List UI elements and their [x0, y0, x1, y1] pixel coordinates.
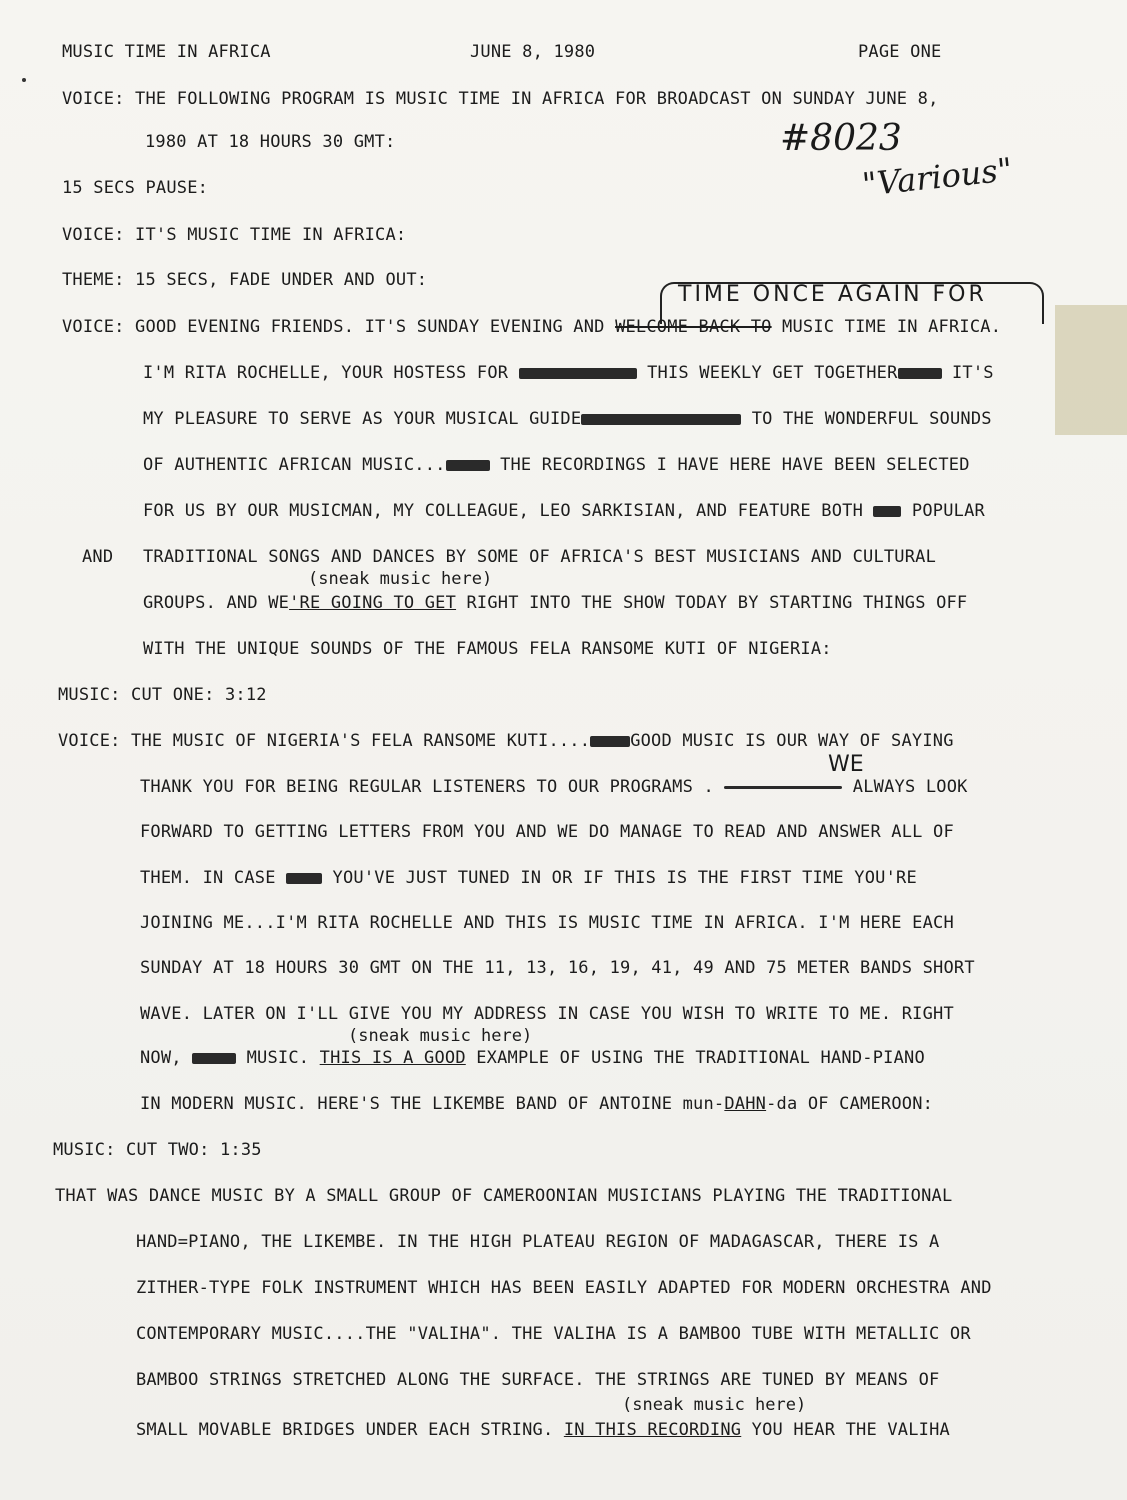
header-page: PAGE ONE [858, 42, 942, 62]
line-thank-you [140, 777, 968, 797]
text-segment: EXAMPLE OF USING THE TRADITIONAL HAND-PIANO [465, 1048, 925, 1068]
text-segment: GROUPS. AND WE [143, 593, 290, 613]
text-segment: THEM. IN CASE [140, 868, 276, 888]
text-segment: GOOD MUSIC IS OUR WAY OF SAYING [630, 731, 954, 751]
underlined-text: 'RE GOING TO GET [289, 593, 457, 613]
underlined-text: IN THIS RECORDING [563, 1420, 742, 1440]
line-wave: WAVE. LATER ON I'LL GIVE YOU MY ADDRESS IN CASE YOU WISH TO WRITE TO ME. RIGHT [140, 1004, 954, 1024]
line-bamboo: BAMBOO STRINGS STRETCHED ALONG THE SURFACE. THE STRINGS ARE TUNED BY MEANS OF [136, 1370, 940, 1390]
line-forward: FORWARD TO GETTING LETTERS FROM YOU AND WE DO MANAGE TO READ AND ANSWER ALL OF [140, 822, 954, 842]
line-hostess [143, 363, 994, 383]
redaction-mark [286, 873, 322, 884]
sneak-note: (sneak music here) [308, 569, 493, 589]
line-voice-intro: VOICE: THE FOLLOWING PROGRAM IS MUSIC TIME IN AFRICA FOR BROADCAST ON SUNDAY JUNE 8, [62, 89, 939, 109]
text-segment: OF AUTHENTIC AFRICAN MUSIC... [143, 455, 446, 475]
line-joining: JOINING ME...I'M RITA ROCHELLE AND THIS IS MUSIC TIME IN AFRICA. I'M HERE EACH [140, 913, 954, 933]
text-segment: YOU'VE JUST TUNED IN OR IF THIS IS THE FIRST TIME YOU'RE [332, 868, 917, 888]
sneak-note: (sneak music here) [622, 1395, 807, 1415]
text-segment: RIGHT INTO THE SHOW TODAY BY STARTING THINGS OFF [456, 593, 968, 613]
line-cut-one: MUSIC: CUT ONE: 3:12 [58, 685, 267, 705]
redaction-mark [590, 736, 630, 747]
redaction-mark [446, 460, 490, 471]
line-authentic [143, 455, 970, 475]
text-segment: MUSIC TIME IN AFRICA. [782, 317, 1002, 337]
text-segment: NOW, [140, 1048, 182, 1068]
text-segment: VOICE: THE MUSIC OF NIGERIA'S FELA RANSOME KUTI.... [58, 731, 591, 751]
line-unique-sounds: WITH THE UNIQUE SOUNDS OF THE FAMOUS FELA RANSOME KUTI OF NIGERIA: [143, 639, 832, 659]
line-meter-bands: SUNDAY AT 18 HOURS 30 GMT ON THE 11, 13, 16, 19, 41, 49 AND 75 METER BANDS SHORT [140, 958, 975, 978]
underlined-text: DAHN [724, 1094, 767, 1114]
line-traditional-songs: TRADITIONAL SONGS AND DANCES BY SOME OF AFRICA'S BEST MUSICIANS AND CULTURAL [143, 547, 937, 567]
handwritten-various: "Various" [860, 150, 1015, 204]
line-now-music [140, 1048, 925, 1068]
sneak-note: (sneak music here) [348, 1026, 533, 1046]
line-musicman [143, 501, 985, 521]
line-valiha: CONTEMPORARY MUSIC....THE "VALIHA". THE VALIHA IS A BAMBOO TUBE WITH METALLIC OR [136, 1324, 971, 1344]
handwritten-number: #8023 [780, 118, 902, 159]
line-in-case [140, 868, 917, 888]
text-segment: THE RECORDINGS I HAVE HERE HAVE BEEN SELECTED [500, 455, 970, 475]
header-date: JUNE 8, 1980 [470, 42, 596, 62]
line-dance-music: THAT WAS DANCE MUSIC BY A SMALL GROUP OF CAMEROONIAN MUSICIANS PLAYING THE TRADITIONAL [55, 1186, 953, 1206]
line-voice-nigeria [58, 731, 954, 751]
line-theme: THEME: 15 SECS, FADE UNDER AND OUT: [62, 270, 428, 290]
line-bridges [136, 1420, 950, 1440]
text-segment: VOICE: GOOD EVENING FRIENDS. IT'S SUNDAY EVENING AND [62, 317, 605, 337]
line-groups [143, 593, 967, 613]
line-likembe [140, 1094, 933, 1114]
margin-and: AND [82, 547, 114, 567]
line-cut-two: MUSIC: CUT TWO: 1:35 [53, 1140, 262, 1160]
header-program: MUSIC TIME IN AFRICA [62, 42, 271, 62]
redaction-mark [519, 368, 637, 379]
handwritten-we: WE [828, 752, 864, 777]
text-segment: IT'S [951, 363, 994, 383]
redaction-mark [898, 368, 942, 379]
text-segment: YOU HEAR THE VALIHA [741, 1420, 950, 1440]
handwritten-insert: TIME ONCE AGAIN FOR [678, 282, 987, 307]
underlined-text: THIS IS A GOOD [319, 1048, 466, 1068]
text-segment: FOR US BY OUR MUSICMAN, MY COLLEAGUE, LEO SARKISIAN, AND FEATURE BOTH [143, 501, 864, 521]
text-segment: TO THE WONDERFUL SOUNDS [751, 409, 992, 429]
text-segment: IN MODERN MUSIC. HERE'S THE LIKEMBE BAND OF ANTOINE mun- [140, 1094, 725, 1114]
text-segment: MY PLEASURE TO SERVE AS YOUR MUSICAL GUIDE [143, 409, 582, 429]
text-segment: THANK YOU FOR BEING REGULAR LISTENERS TO OUR PROGRAMS . [140, 777, 714, 797]
redaction-mark [724, 786, 842, 789]
text-segment: -da OF CAMEROON: [766, 1094, 934, 1114]
line-pleasure [143, 409, 992, 429]
text-segment: I'M RITA ROCHELLE, YOUR HOSTESS FOR [143, 363, 509, 383]
struck-text: WELCOME BACK TO [615, 317, 772, 337]
text-segment: ALWAYS LOOK [852, 777, 968, 797]
ink-dot [22, 78, 26, 82]
text-segment: MUSIC. [236, 1048, 320, 1068]
text-segment: SMALL MOVABLE BRIDGES UNDER EACH STRING. [136, 1420, 564, 1440]
text-segment: THIS WEEKLY GET TOGETHER [647, 363, 898, 383]
tape-strip [1055, 305, 1127, 435]
line-hand-piano: HAND=PIANO, THE LIKEMBE. IN THE HIGH PLATEAU REGION OF MADAGASCAR, THERE IS A [136, 1232, 940, 1252]
line-voice-its: VOICE: IT'S MUSIC TIME IN AFRICA: [62, 225, 407, 245]
line-pause: 15 SECS PAUSE: [62, 178, 209, 198]
redaction-mark [192, 1053, 236, 1064]
line-zither: ZITHER-TYPE FOLK INSTRUMENT WHICH HAS BEEN EASILY ADAPTED FOR MODERN ORCHESTRA AND [136, 1278, 992, 1298]
line-broadcast-time: 1980 AT 18 HOURS 30 GMT: [145, 132, 396, 152]
redaction-mark [581, 414, 741, 425]
line-good-evening [62, 317, 1001, 337]
redaction-mark [873, 506, 901, 517]
text-segment: POPULAR [911, 501, 985, 521]
